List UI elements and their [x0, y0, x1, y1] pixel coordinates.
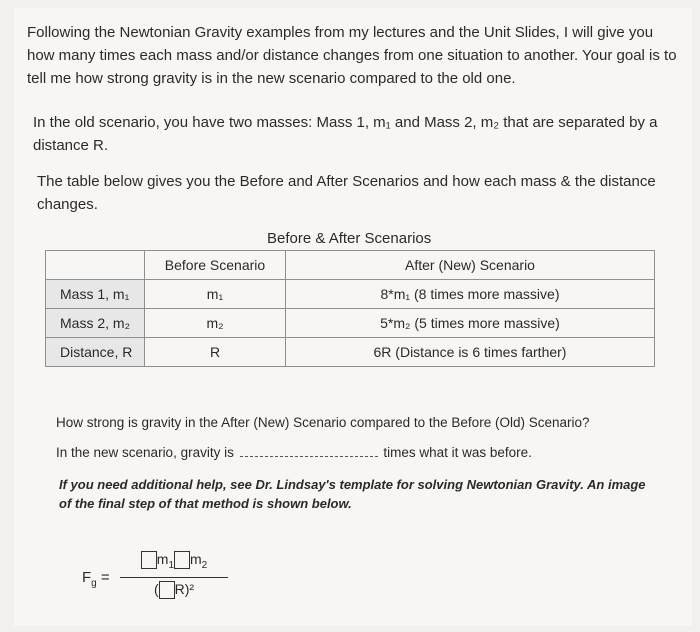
row-label: Distance, R [46, 338, 145, 367]
row-after: 5*m₂ (5 times more massive) [286, 309, 655, 338]
formula-f-sub: g [91, 578, 97, 589]
formula-den-open: ( [153, 581, 159, 597]
intro-paragraph: Following the Newtonian Gravity examples from my lectures and the Unit Slides, I will give you how many times each mass and/or distance changes from one situation to another. Your goal is to tell me how strong gravity is in the new scenario compared to the old one. [27, 24, 677, 87]
row-before: R [145, 338, 286, 367]
formula-m2-sub: 2 [201, 559, 208, 571]
table-row [46, 338, 655, 367]
denominator-box[interactable] [159, 581, 175, 599]
answer-suffix: times what it was before. [383, 445, 532, 460]
table-caption: Before & After Scenarios [267, 230, 432, 247]
row-before: m₁ [145, 280, 286, 309]
document-page [14, 8, 692, 626]
question-text: How strong is gravity in the After (New) Scenario compared to the Before (Old) Scenario? [56, 415, 590, 430]
row-after: 8*m₁ (8 times more massive) [286, 280, 655, 309]
numerator-box-1[interactable] [141, 551, 157, 569]
table-intro-paragraph: The table below gives you the Before and After Scenarios and how each mass & the distance changes. [37, 173, 656, 213]
formula-equals: = [100, 569, 110, 586]
table-row [46, 280, 655, 309]
header-empty [46, 251, 145, 280]
gravity-formula [82, 551, 242, 611]
row-label: Mass 1, m₁ [46, 280, 145, 309]
answer-prefix: In the new scenario, gravity is [56, 445, 234, 460]
row-after: 6R (Distance is 6 times farther) [286, 338, 655, 367]
formula-m1: m [156, 551, 169, 567]
answer-line [56, 445, 532, 460]
header-before: Before Scenario [145, 251, 286, 280]
fraction-bar [120, 577, 228, 578]
row-before: m₂ [145, 309, 286, 338]
formula-m2: m [190, 551, 202, 567]
formula-f: F [82, 569, 92, 586]
help-note: If you need additional help, see Dr. Lindsay's template for solving Newtonian Gravity. An image of the final step of that method is shown below. [59, 477, 646, 511]
scenario-paragraph: In the old scenario, you have two masses: Mass 1, m₁ and Mass 2, m₂ that are separated by a distance R. [33, 114, 658, 154]
before-after-table [45, 250, 655, 367]
formula-den-close: R)² [174, 581, 195, 597]
formula-m1-sub: 1 [168, 559, 174, 571]
answer-blank[interactable] [240, 445, 378, 457]
row-label: Mass 2, m₂ [46, 309, 145, 338]
table-header-row [46, 251, 655, 280]
table-row [46, 309, 655, 338]
numerator-box-2[interactable] [174, 551, 190, 569]
header-after: After (New) Scenario [286, 251, 655, 280]
